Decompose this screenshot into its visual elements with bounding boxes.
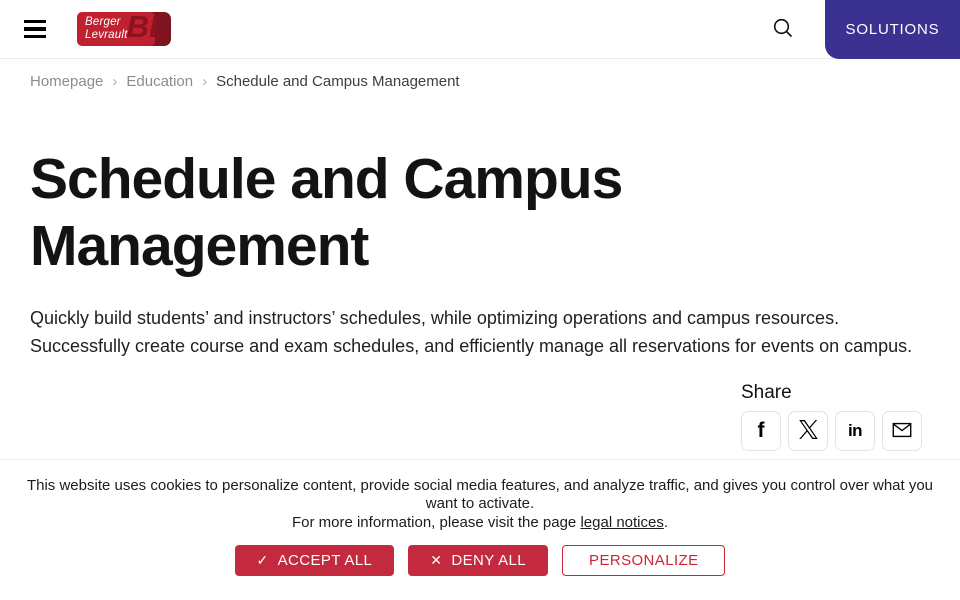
page-description: Quickly build students’ and instructors’ schedules, while optimizing operations and campus resources. Successfully create course and exam schedules, and efficiently manage all reservations for events on campus. <box>30 308 913 357</box>
share-x-twitter-button[interactable] <box>788 411 828 451</box>
share-section <box>0 382 960 451</box>
personalize-button[interactable] <box>562 545 725 576</box>
deny-all-label: DENY ALL <box>451 552 527 569</box>
share-linkedin-button[interactable] <box>835 411 875 451</box>
cookie-info-suffix: . <box>663 513 669 531</box>
search-icon <box>771 16 795 43</box>
main-content <box>0 146 960 360</box>
share-label: Share <box>741 382 792 404</box>
breadcrumb-homepage[interactable]: Homepage <box>30 73 104 90</box>
accept-all-label: ACCEPT ALL <box>277 552 373 569</box>
logo-line2: Levrault <box>85 28 128 41</box>
chevron-right-icon: › <box>112 73 118 90</box>
deny-all-button[interactable] <box>408 545 548 576</box>
breadcrumb <box>0 59 960 90</box>
logo-monogram: BL <box>126 9 168 44</box>
breadcrumb-education[interactable]: Education <box>126 73 194 90</box>
facebook-icon: f <box>757 419 765 443</box>
breadcrumb-current-page: Schedule and Campus Management <box>216 73 460 90</box>
cookie-message: This website uses cookies to personalize content, provide social media features, and analyze traffic, and gives you control over what you want to activate. <box>26 476 934 512</box>
share-facebook-button[interactable] <box>741 411 781 451</box>
page-title: Schedule and Campus Management <box>30 147 623 278</box>
share-buttons <box>741 411 922 451</box>
x-twitter-icon <box>799 420 818 442</box>
email-icon <box>891 419 913 444</box>
close-icon: ✕ <box>430 552 443 568</box>
cookie-info-line <box>25 514 935 533</box>
logo-line1: Berger <box>85 16 121 28</box>
chevron-right-icon: › <box>202 73 208 90</box>
cookie-info-prefix: For more information, please visit the page <box>291 513 581 531</box>
berger-levrault-logo[interactable] <box>77 9 171 46</box>
linkedin-icon: in <box>847 421 863 441</box>
cookie-consent-banner <box>0 459 960 600</box>
menu-icon[interactable] <box>24 20 46 39</box>
accept-all-button[interactable] <box>235 545 395 576</box>
legal-notices-link[interactable]: legal notices <box>580 513 664 531</box>
header <box>0 0 960 59</box>
cookie-actions <box>12 545 948 576</box>
share-email-button[interactable] <box>882 411 922 451</box>
solutions-label: SOLUTIONS <box>845 20 940 38</box>
check-icon: ✓ <box>256 552 269 568</box>
personalize-label: PERSONALIZE <box>589 552 699 569</box>
search-button[interactable] <box>763 9 803 49</box>
solutions-menu-button[interactable] <box>825 0 960 59</box>
